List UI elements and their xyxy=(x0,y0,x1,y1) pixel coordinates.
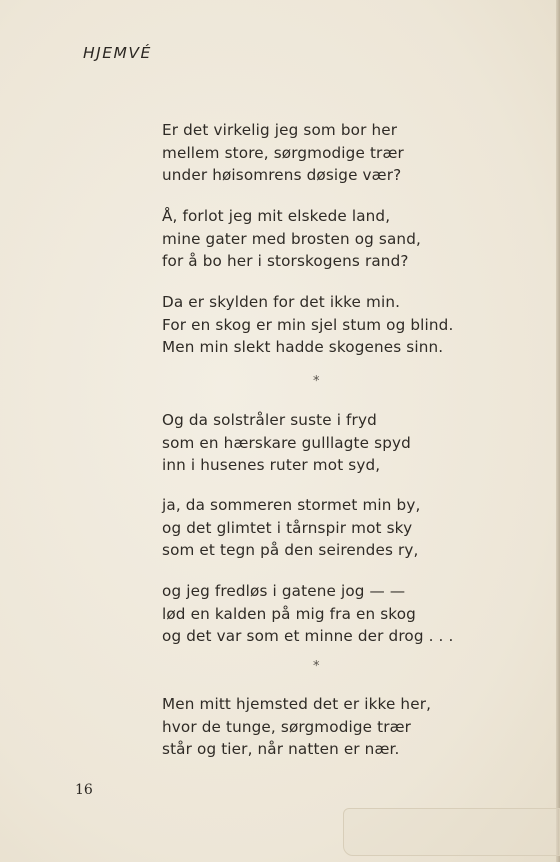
poem-line: Da er skylden for det ikke min. xyxy=(162,293,401,311)
poem-line: og det var som et minne der drog . . . xyxy=(162,627,454,646)
poem-line: og det glimtet i tårnspir mot sky xyxy=(162,518,413,537)
stanza-5 xyxy=(162,494,552,562)
poem-line: mellem store, sørgmodige trær xyxy=(162,143,404,162)
section-separator: * xyxy=(313,659,320,674)
poem-line: Men mitt hjemsted det er ikke her, xyxy=(162,695,432,713)
section-separator: * xyxy=(313,374,320,389)
page-number: 16 xyxy=(75,782,93,798)
poem-line: Og da solstråler suste i fryd xyxy=(162,411,377,429)
stanza-3 xyxy=(162,291,552,359)
stanza-7 xyxy=(162,693,552,761)
poem-line: står og tier, når natten er nær. xyxy=(162,740,400,759)
page-edge xyxy=(556,0,560,862)
poem-line: inn i husenes ruter mot syd, xyxy=(162,456,381,475)
poem-line: som et tegn på den seirendes ry, xyxy=(162,541,419,560)
poem-line: under høisomrens døsige vær? xyxy=(162,166,402,185)
paper-mark xyxy=(343,808,560,856)
running-title: HJEMVÉ xyxy=(83,44,152,62)
poem-line: lød en kalden på mig fra en skog xyxy=(162,604,416,623)
poem-line: Er det virkelig jeg som bor her xyxy=(162,121,398,139)
stanza-6 xyxy=(162,580,552,648)
poem-line: som en hærskare gulllagte spyd xyxy=(162,433,411,452)
poem-line: mine gater med brosten og sand, xyxy=(162,229,421,248)
stanza-1 xyxy=(162,119,552,187)
poem-line: For en skog er min sjel stum og blind. xyxy=(162,315,454,334)
poem-line: Å, forlot jeg mit elskede land, xyxy=(162,207,391,225)
stanza-4 xyxy=(162,409,552,477)
stanza-2 xyxy=(162,205,552,273)
poem-line: og jeg fredløs i gatene jog — — xyxy=(162,582,406,600)
poem-line: ja, da sommeren stormet min by, xyxy=(162,496,421,514)
poem-line: for å bo her i storskogens rand? xyxy=(162,252,409,271)
poem-line: Men min slekt hadde skogenes sinn. xyxy=(162,338,444,357)
poem-line: hvor de tunge, sørgmodige trær xyxy=(162,717,412,736)
